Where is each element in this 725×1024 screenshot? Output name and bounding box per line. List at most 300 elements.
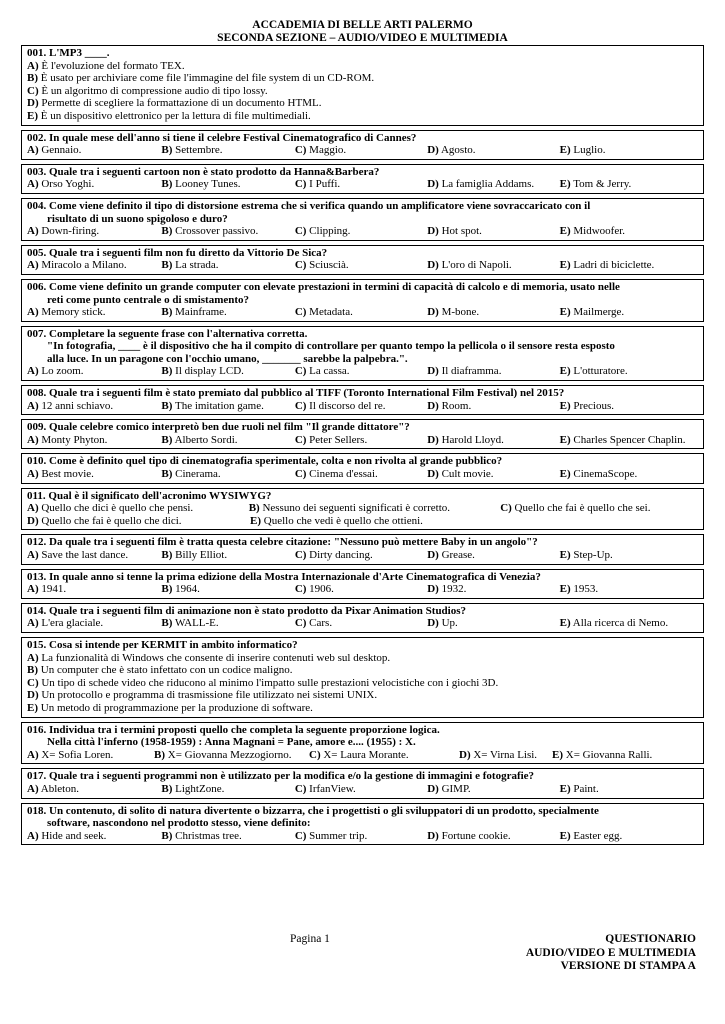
question-number: 008. (27, 387, 47, 400)
options-row (27, 259, 699, 272)
question-text (27, 490, 699, 503)
answer-option (295, 225, 427, 238)
answer-option (161, 549, 294, 562)
answer-option (27, 306, 161, 319)
option-letter: D) (427, 782, 439, 795)
answer-option (27, 689, 377, 701)
question-text (27, 770, 699, 783)
question-text (27, 536, 699, 549)
option-text: Quello che vedi è quello che ottieni. (263, 514, 423, 527)
answer-option (560, 306, 699, 319)
footer-line-1: QUESTIONARIO (605, 933, 696, 945)
option-letter: A) (27, 748, 39, 761)
answer-option (560, 365, 699, 378)
option-letter: D) (427, 617, 439, 630)
answer-option (560, 259, 699, 272)
answer-option (295, 434, 427, 447)
question-stem: In quale anno si tenne la prima edizione della Mostra Internazionale d'Arte Cinematografica di Venezia? (49, 570, 541, 583)
option-letter: D) (427, 399, 439, 412)
option-line (27, 677, 699, 690)
option-text: È un dispositivo elettronico per la lettura di file multimediali. (40, 109, 311, 122)
answer-option (295, 783, 427, 796)
option-letter: C) (294, 829, 307, 842)
question-number: 001. (27, 47, 47, 59)
option-text: Crossover passivo. (175, 225, 259, 238)
option-letter: D) (427, 259, 439, 272)
option-letter: B) (161, 399, 173, 412)
option-text: Miracolo a Milano. (41, 259, 127, 272)
answer-option (27, 259, 161, 272)
option-letter: C) (294, 433, 307, 446)
option-letter: E) (559, 829, 571, 842)
option-text: Settembre. (175, 144, 223, 157)
option-letter: A) (27, 399, 39, 412)
option-text: Fortune cookie. (441, 829, 511, 842)
option-text: Nessuno dei seguenti significati è corretto. (262, 502, 450, 515)
option-letter: B) (161, 617, 173, 630)
option-letter: A) (27, 144, 39, 157)
option-letter: E) (552, 748, 563, 761)
option-text: Il display LCD. (175, 365, 244, 378)
options-row (27, 502, 699, 515)
option-letter: C) (309, 748, 321, 761)
answer-option (27, 85, 268, 97)
question-block (21, 569, 704, 599)
option-letter: B) (154, 748, 165, 761)
option-letter: D) (427, 144, 439, 157)
question-text (27, 166, 699, 179)
option-letter: B) (161, 782, 173, 795)
answer-option (427, 178, 559, 191)
page-number: Pagina 1 (290, 933, 330, 945)
question-continuation: alla luce. In un paragone con l'occhio umano, _______ sarebbe la palpebra.". (47, 352, 408, 365)
answer-option (27, 583, 161, 596)
answer-option (27, 60, 185, 72)
options-row (27, 583, 699, 596)
answer-option (427, 225, 559, 238)
answer-option (27, 677, 498, 689)
answer-option (161, 830, 294, 843)
question-stem: Da quale tra i seguenti film è tratta questa celebre citazione: "Nessuno può mettere Baby in un angolo"? (49, 536, 538, 549)
option-text: Memory stick. (41, 306, 106, 319)
option-letter: B) (161, 829, 173, 842)
answer-option (161, 259, 294, 272)
question-text (27, 639, 699, 652)
answer-option (295, 144, 427, 157)
answer-option (249, 502, 501, 515)
question-text (27, 281, 699, 294)
option-letter: D) (427, 433, 439, 446)
option-letter: A) (27, 782, 39, 795)
option-text: Mainframe. (175, 306, 227, 319)
option-letter: E) (559, 259, 571, 272)
option-letter: B) (161, 468, 173, 481)
option-text: Il discorso del re. (309, 399, 386, 412)
options-row (27, 617, 699, 630)
option-text: Agosto. (440, 144, 476, 157)
option-letter: D) (427, 583, 439, 596)
option-text: GIMP. (441, 782, 471, 795)
question-number: 010. (27, 455, 47, 468)
option-letter: C) (500, 502, 512, 515)
option-letter: D) (27, 689, 39, 702)
option-text: Christmas tree. (175, 829, 242, 842)
question-stem: Qual è il significato dell'acronimo WYSIWYG? (48, 489, 272, 502)
option-text: Room. (441, 399, 472, 412)
question-block (21, 637, 704, 718)
option-text: X= Giovanna Ralli. (565, 748, 653, 761)
option-letter: E) (559, 225, 571, 238)
option-text: Lo zoom. (41, 365, 84, 378)
question-text (27, 200, 699, 213)
option-line (27, 97, 699, 110)
option-text: Cinema d'essai. (309, 468, 378, 481)
question-block (21, 198, 704, 241)
question-number: 002. (27, 131, 47, 144)
options-row (27, 783, 699, 796)
option-text: Charles Spencer Chaplin. (573, 433, 686, 446)
question-text (27, 387, 699, 400)
option-letter: D) (427, 829, 439, 842)
option-letter: E) (559, 617, 571, 630)
option-text: Save the last dance. (41, 549, 129, 561)
answer-option (427, 434, 559, 447)
question-number: 013. (27, 570, 47, 583)
answer-option (161, 365, 294, 378)
option-text: Mailmerge. (573, 306, 625, 319)
question-block (21, 488, 704, 531)
question-number: 018. (27, 804, 47, 817)
answer-option (560, 468, 699, 481)
question-number: 007. (27, 327, 47, 340)
option-text: X= Giovanna Mezzogiorno. (167, 748, 292, 761)
option-letter: E) (27, 701, 38, 714)
option-text: Clipping. (309, 225, 351, 238)
answer-option (27, 702, 313, 714)
option-text: LightZone. (175, 782, 225, 795)
option-letter: C) (294, 225, 307, 238)
option-letter: C) (294, 549, 307, 561)
option-letter: E) (559, 583, 571, 596)
question-block (21, 279, 704, 322)
option-text: La cassa. (309, 365, 350, 378)
answer-option (560, 400, 699, 413)
option-text: 1941. (41, 583, 67, 596)
question-number: 006. (27, 280, 47, 293)
option-text: Il diaframma. (441, 365, 502, 378)
option-text: WALL-E. (174, 617, 219, 630)
question-block (21, 603, 704, 633)
option-letter: C) (294, 306, 307, 319)
question-number: 015. (27, 638, 47, 651)
answer-option (295, 468, 427, 481)
question-stem: L'MP3 ____. (49, 47, 110, 59)
option-letter: E) (559, 144, 571, 157)
option-text: Billy Elliot. (175, 549, 228, 561)
option-letter: D) (27, 97, 39, 110)
answer-option (295, 178, 427, 191)
option-letter: A) (27, 502, 39, 515)
option-letter: C) (294, 399, 307, 412)
option-letter: E) (250, 514, 261, 527)
answer-option (161, 178, 294, 191)
answer-option (27, 515, 250, 528)
answer-option (27, 783, 161, 796)
option-text: La famiglia Addams. (441, 178, 535, 191)
question-stem: Come viene definito il tipo di distorsione estrema che si verifica quando un amplificatore viene sovraccaricato con il (49, 199, 591, 212)
option-text: Quello che dici è quello che pensi. (41, 502, 194, 515)
options-row (27, 434, 699, 447)
option-letter: B) (27, 72, 38, 85)
option-text: È l'evoluzione del formato TEX. (41, 59, 185, 72)
option-text: Un metodo di programmazione per la produzione di software. (40, 701, 313, 714)
options-row (27, 549, 699, 562)
answer-option (27, 617, 161, 630)
answer-option (295, 830, 427, 843)
option-text: X= Laura Morante. (323, 748, 409, 761)
question-block (21, 326, 704, 381)
option-text: X= Sofia Loren. (41, 748, 114, 761)
option-letter: A) (27, 433, 39, 446)
question-text (27, 132, 699, 145)
option-text: Up. (441, 617, 458, 630)
question-continuation: "In fotografia, ____ è il dispositivo che ha il compito di controllare per quanto tempo la pellicola o il sensore resta esposto (47, 340, 615, 353)
option-text: Ableton. (40, 782, 79, 795)
answer-option (295, 549, 427, 562)
answer-option (427, 400, 559, 413)
option-text: Quello che fai è quello che sei. (514, 502, 651, 515)
option-text: M-bone. (441, 306, 480, 319)
option-letter: B) (161, 259, 173, 272)
option-text: Luglio. (573, 144, 606, 157)
option-line (27, 110, 699, 123)
option-letter: E) (27, 109, 38, 122)
option-text: Paint. (573, 782, 599, 795)
option-text: L'era glaciale. (41, 617, 104, 630)
option-letter: B) (161, 178, 173, 191)
question-stem: Quale celebre comico interpretò ben due ruoli nel film "Il grande dittatore"? (49, 421, 410, 434)
option-text: Easter egg. (573, 829, 623, 842)
option-text: Midwoofer. (573, 225, 626, 238)
answer-option (560, 583, 699, 596)
option-letter: D) (27, 514, 39, 527)
option-letter: C) (294, 583, 307, 596)
question-block (21, 768, 704, 798)
question-block (21, 453, 704, 483)
option-letter: C) (27, 676, 39, 689)
answer-option (27, 468, 161, 481)
answer-option (161, 783, 294, 796)
answer-option (309, 749, 459, 762)
option-text: The imitation game. (174, 399, 264, 412)
option-text: Quello che fai è quello che dici. (41, 514, 182, 527)
option-line (27, 652, 699, 665)
options-row (27, 749, 699, 762)
answer-option (27, 225, 161, 238)
option-text: L'oro di Napoli. (441, 259, 512, 272)
answer-option (560, 783, 699, 796)
question-text (27, 421, 699, 434)
answer-option (161, 617, 294, 630)
option-text: Ladri di biciclette. (573, 259, 655, 272)
question-text (27, 247, 699, 260)
options-row (27, 468, 699, 481)
option-letter: A) (27, 549, 39, 561)
option-letter: A) (27, 178, 39, 191)
option-text: Sciuscià. (309, 259, 349, 272)
footer-version-block (526, 933, 696, 974)
option-letter: B) (161, 144, 173, 157)
answer-option (295, 617, 427, 630)
question-number: 017. (27, 770, 47, 783)
question-stem: Quale tra i seguenti film non fu diretto da Vittorio De Sica? (49, 246, 328, 259)
option-letter: B) (161, 433, 173, 446)
option-letter: B) (161, 365, 173, 378)
question-text (27, 605, 699, 618)
options-row (27, 225, 699, 238)
answer-option (560, 144, 699, 157)
option-text: Grease. (441, 549, 475, 561)
answer-option (427, 549, 559, 562)
option-letter: D) (427, 468, 439, 481)
option-text: 12 anni schiavo. (41, 399, 114, 412)
option-text: Permette di scegliere la formattazione di un documento HTML. (41, 97, 322, 110)
answer-option (560, 549, 699, 562)
answer-option (427, 830, 559, 843)
answer-option (560, 830, 699, 843)
answer-option (27, 178, 161, 191)
answer-option (27, 549, 161, 562)
option-text: È usato per archiviare come file l'immagine del file system di un CD-ROM. (40, 72, 375, 85)
answer-option (250, 515, 503, 528)
option-letter: C) (294, 144, 307, 157)
option-letter: E) (559, 468, 571, 481)
answer-option (552, 749, 692, 762)
option-text: Hide and seek. (41, 829, 107, 842)
option-letter: E) (559, 178, 571, 191)
question-block (21, 419, 704, 449)
options-row (27, 144, 699, 157)
option-text: La strada. (175, 259, 219, 272)
question-text (27, 47, 699, 60)
footer-line-3: VERSIONE DI STAMPA A (560, 960, 696, 972)
option-text: Step-Up. (573, 549, 613, 561)
question-block (21, 245, 704, 275)
options-row (27, 365, 699, 378)
option-letter: B) (27, 664, 38, 677)
option-letter: A) (27, 468, 39, 481)
answer-option (27, 434, 161, 447)
question-stem: Cosa si intende per KERMIT in ambito informatico? (49, 638, 298, 651)
question-continuation: reti come punto centrale o di smistamento? (47, 293, 250, 306)
option-letter: A) (27, 365, 39, 378)
option-text: 1932. (441, 583, 467, 596)
answer-option (295, 365, 427, 378)
question-stem: Come è definito quel tipo di cinematografia sperimentale, colta e non rivolta al grande pubblico? (49, 455, 503, 468)
option-letter: D) (427, 365, 439, 378)
answer-option (560, 225, 699, 238)
option-text: Cinerama. (175, 468, 221, 481)
option-text: Precious. (573, 399, 615, 412)
answer-option (27, 72, 374, 84)
option-text: Cult movie. (441, 468, 494, 481)
option-letter: A) (27, 651, 39, 664)
option-text: Cars. (309, 617, 333, 630)
question-block (21, 130, 704, 160)
option-text: 1906. (309, 583, 334, 596)
answer-option (295, 259, 427, 272)
option-text: Best movie. (41, 468, 94, 481)
question-number: 004. (27, 199, 47, 212)
answer-option (154, 749, 309, 762)
question-stem: Quale tra i seguenti film è stato premiato dal pubblico al TIFF (Toronto International Film Festival) nel 2015? (49, 387, 565, 400)
option-text: Gennaio. (41, 144, 82, 157)
answer-option (560, 617, 699, 630)
option-text: Alla ricerca di Nemo. (572, 617, 669, 630)
answer-option (295, 306, 427, 319)
answer-option (295, 400, 427, 413)
answer-option (427, 617, 559, 630)
answer-option (427, 144, 559, 157)
option-text: Monty Phyton. (41, 433, 108, 446)
option-text: Un protocollo e programma di trasmissione file utilizzato nei sistemi UNIX. (41, 689, 378, 702)
option-line (27, 664, 699, 677)
answer-option (27, 110, 311, 122)
option-letter: A) (27, 59, 39, 72)
answer-option (161, 434, 294, 447)
question-text (27, 805, 699, 818)
footer-line-2: AUDIO/VIDEO E MULTIMEDIA (525, 946, 696, 959)
option-line (27, 702, 699, 715)
question-continuation: software, nascondono nel prodotto stesso, viene definito: (47, 817, 311, 830)
document-header (0, 19, 725, 45)
answer-option (27, 144, 161, 157)
question-text (27, 328, 699, 341)
answer-option (427, 783, 559, 796)
answer-option (295, 583, 427, 596)
question-stem: Individua tra i termini proposti quello che completa la seguente proporzione logica. (49, 723, 440, 736)
option-text: Hot spot. (441, 225, 482, 238)
option-text: CinemaScope. (573, 468, 638, 481)
answer-option (27, 749, 154, 762)
option-text: Looney Tunes. (175, 178, 241, 191)
option-text: Maggio. (309, 144, 347, 157)
option-text: Metadata. (309, 306, 353, 319)
option-text: Peter Sellers. (309, 433, 368, 446)
answer-option (27, 365, 161, 378)
question-block (21, 45, 704, 126)
institution-title: ACCADEMIA DI BELLE ARTI PALERMO (252, 19, 473, 31)
option-letter: E) (559, 306, 571, 319)
option-text: 1953. (573, 583, 599, 596)
option-letter: A) (27, 583, 39, 596)
option-letter: C) (294, 259, 307, 272)
question-number: 014. (27, 604, 47, 617)
option-text: Alberto Sordi. (174, 433, 238, 446)
answer-option (560, 178, 699, 191)
option-letter: D) (459, 748, 471, 761)
answer-option (161, 468, 294, 481)
answer-option (427, 468, 559, 481)
option-text: X= Virna Lisi. (473, 748, 538, 761)
question-number: 011. (27, 489, 46, 502)
option-text: 1964. (175, 583, 200, 596)
question-stem: Quale tra i seguenti programmi non è utilizzato per la modifica e/o la gestione di immagini e fotografie? (49, 770, 535, 783)
question-stem: Come viene definito un grande computer con elevate prestazioni in termini di capacità di calcolo e di memoria, usato nelle (49, 280, 620, 293)
options-row (27, 400, 699, 413)
option-text: Tom & Jerry. (573, 178, 632, 191)
options-row (27, 178, 699, 191)
